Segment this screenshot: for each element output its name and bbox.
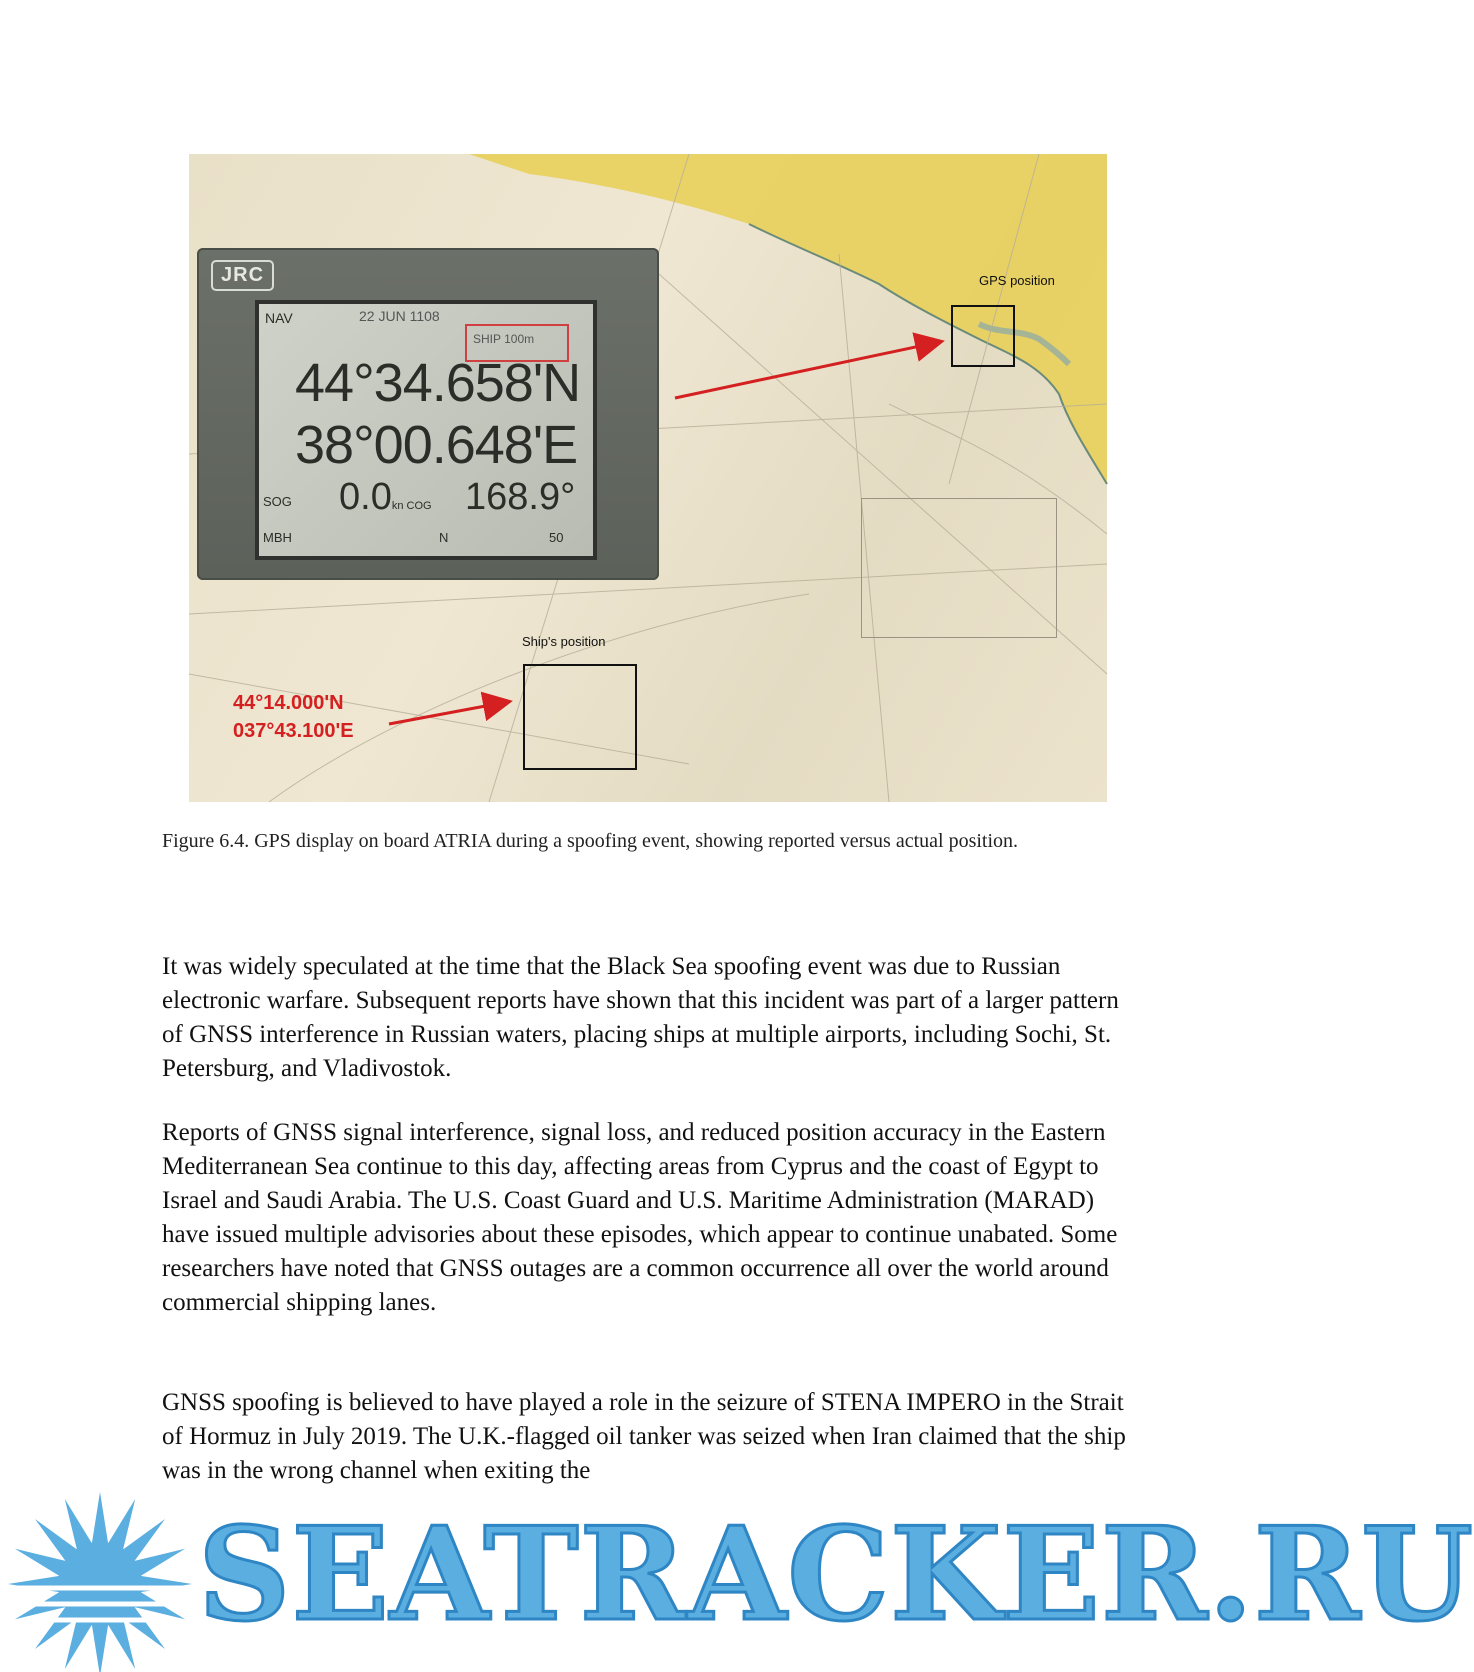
screen-bottom-right: 50 xyxy=(549,530,564,545)
ship-longitude: 037°43.100'E xyxy=(233,720,354,742)
ship-position-label: Ship's position xyxy=(522,634,606,649)
screen-longitude: 38°00.648'E xyxy=(295,415,578,475)
ship-arrow xyxy=(389,702,507,724)
figure-caption: Figure 6.4. GPS display on board ATRIA during a spoofing event, showing reported versus actual position. xyxy=(162,830,1019,852)
watermark-text: SEATRACKER.RU xyxy=(198,1500,1474,1650)
sun-icon xyxy=(8,1492,192,1672)
screen-speed-unit: kn COG xyxy=(391,500,432,512)
paragraph-1: It was widely speculated at the time that the Black Sea spoofing event was due to Russian electronic warfare. Subsequent reports have shown that this incident was part of a larger pattern of GNSS interference in Russian waters, placing ships at multiple airports, including Sochi, St. Petersburg, and Vladivostok. xyxy=(162,953,1119,1082)
figure-photo xyxy=(189,154,1107,802)
paragraph-3: GNSS spoofing is believed to have played a role in the seizure of STENA IMPERO in the Strait of Hormuz in July 2019. The U.K.-flagged oil tanker was seized when Iran claimed that the ship was in the wrong channel when exiting the xyxy=(162,1389,1126,1484)
ship-latitude: 44°14.000'N xyxy=(233,692,344,714)
screen-bottom-mid: N xyxy=(439,530,449,545)
jrc-logo: JRC xyxy=(211,260,274,291)
screen-date: 22 JUN 1108 xyxy=(359,308,440,324)
annotation-arrows xyxy=(189,154,1107,802)
screen-speed: 0.0kn COG xyxy=(339,476,432,518)
screen-status: SHIP 100m xyxy=(473,332,535,346)
screen-sog-label: SOG xyxy=(263,494,292,509)
screen-bottom-left: MBH xyxy=(263,530,292,545)
screen-cog: 168.9° xyxy=(465,476,576,518)
screen-mode: NAV xyxy=(265,310,293,326)
paragraph-2: Reports of GNSS signal interference, signal loss, and reduced position accuracy in the Eastern Mediterranean Sea continue to this day, affecting areas from Cyprus and the coast of Egypt to Israel and Saudi Arabia. The U.S. Coast Guard and U.S. Maritime Administration (MARAD) have issued multiple advisories about these episodes, which appear to continue unabated. Some researchers have noted that GNSS outages are a common occurrence all over the world around commercial shipping lanes. xyxy=(162,1119,1118,1316)
gps-position-label: GPS position xyxy=(979,273,1055,288)
screen-latitude: 44°34.658'N xyxy=(295,353,581,413)
gps-arrow xyxy=(675,342,939,398)
